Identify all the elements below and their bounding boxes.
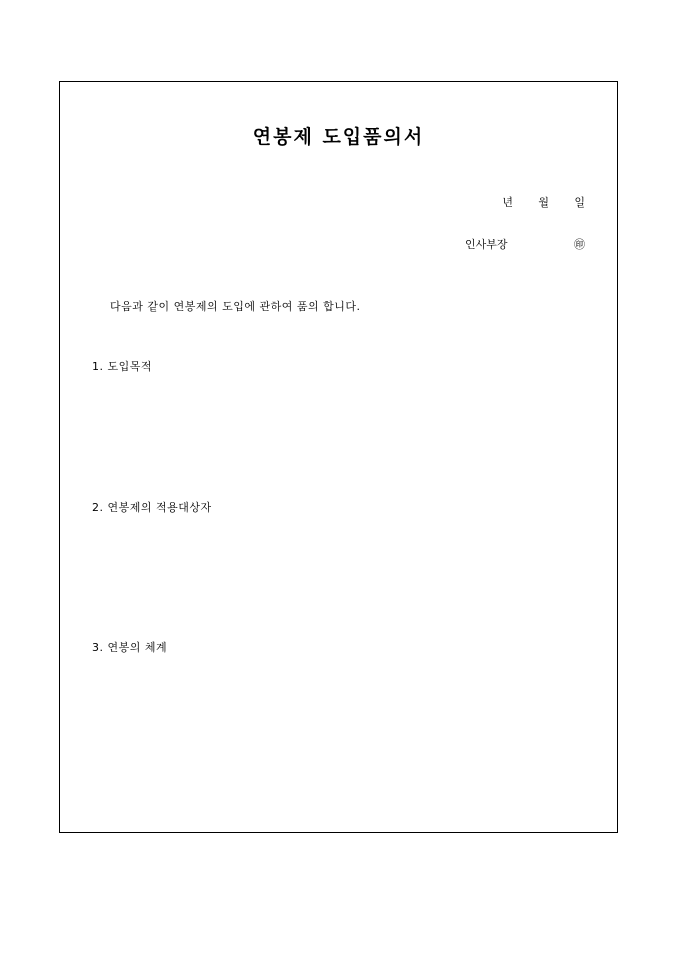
month-label: 월 — [538, 196, 549, 209]
section-body-target — [92, 519, 585, 619]
seal-mark: ㊞ — [574, 238, 585, 251]
intro-text: 다음과 같이 연봉제의 도입에 관하여 품의 합니다. — [110, 300, 361, 313]
section-body-purpose — [92, 378, 585, 478]
approver-line — [465, 236, 585, 252]
section-body-structure — [92, 659, 585, 799]
document-title: 연봉제 도입품의서 — [252, 126, 425, 148]
approver-title: 인사부장 — [465, 238, 508, 251]
document-frame — [59, 81, 618, 833]
year-label: 년 — [502, 196, 513, 209]
section-heading-purpose: 1. 도입목적 — [92, 360, 152, 373]
section-heading-structure: 3. 연봉의 체계 — [92, 641, 168, 654]
section-heading-target: 2. 연봉제의 적용대상자 — [92, 501, 212, 514]
date-line — [477, 194, 585, 210]
day-label: 일 — [574, 196, 585, 209]
